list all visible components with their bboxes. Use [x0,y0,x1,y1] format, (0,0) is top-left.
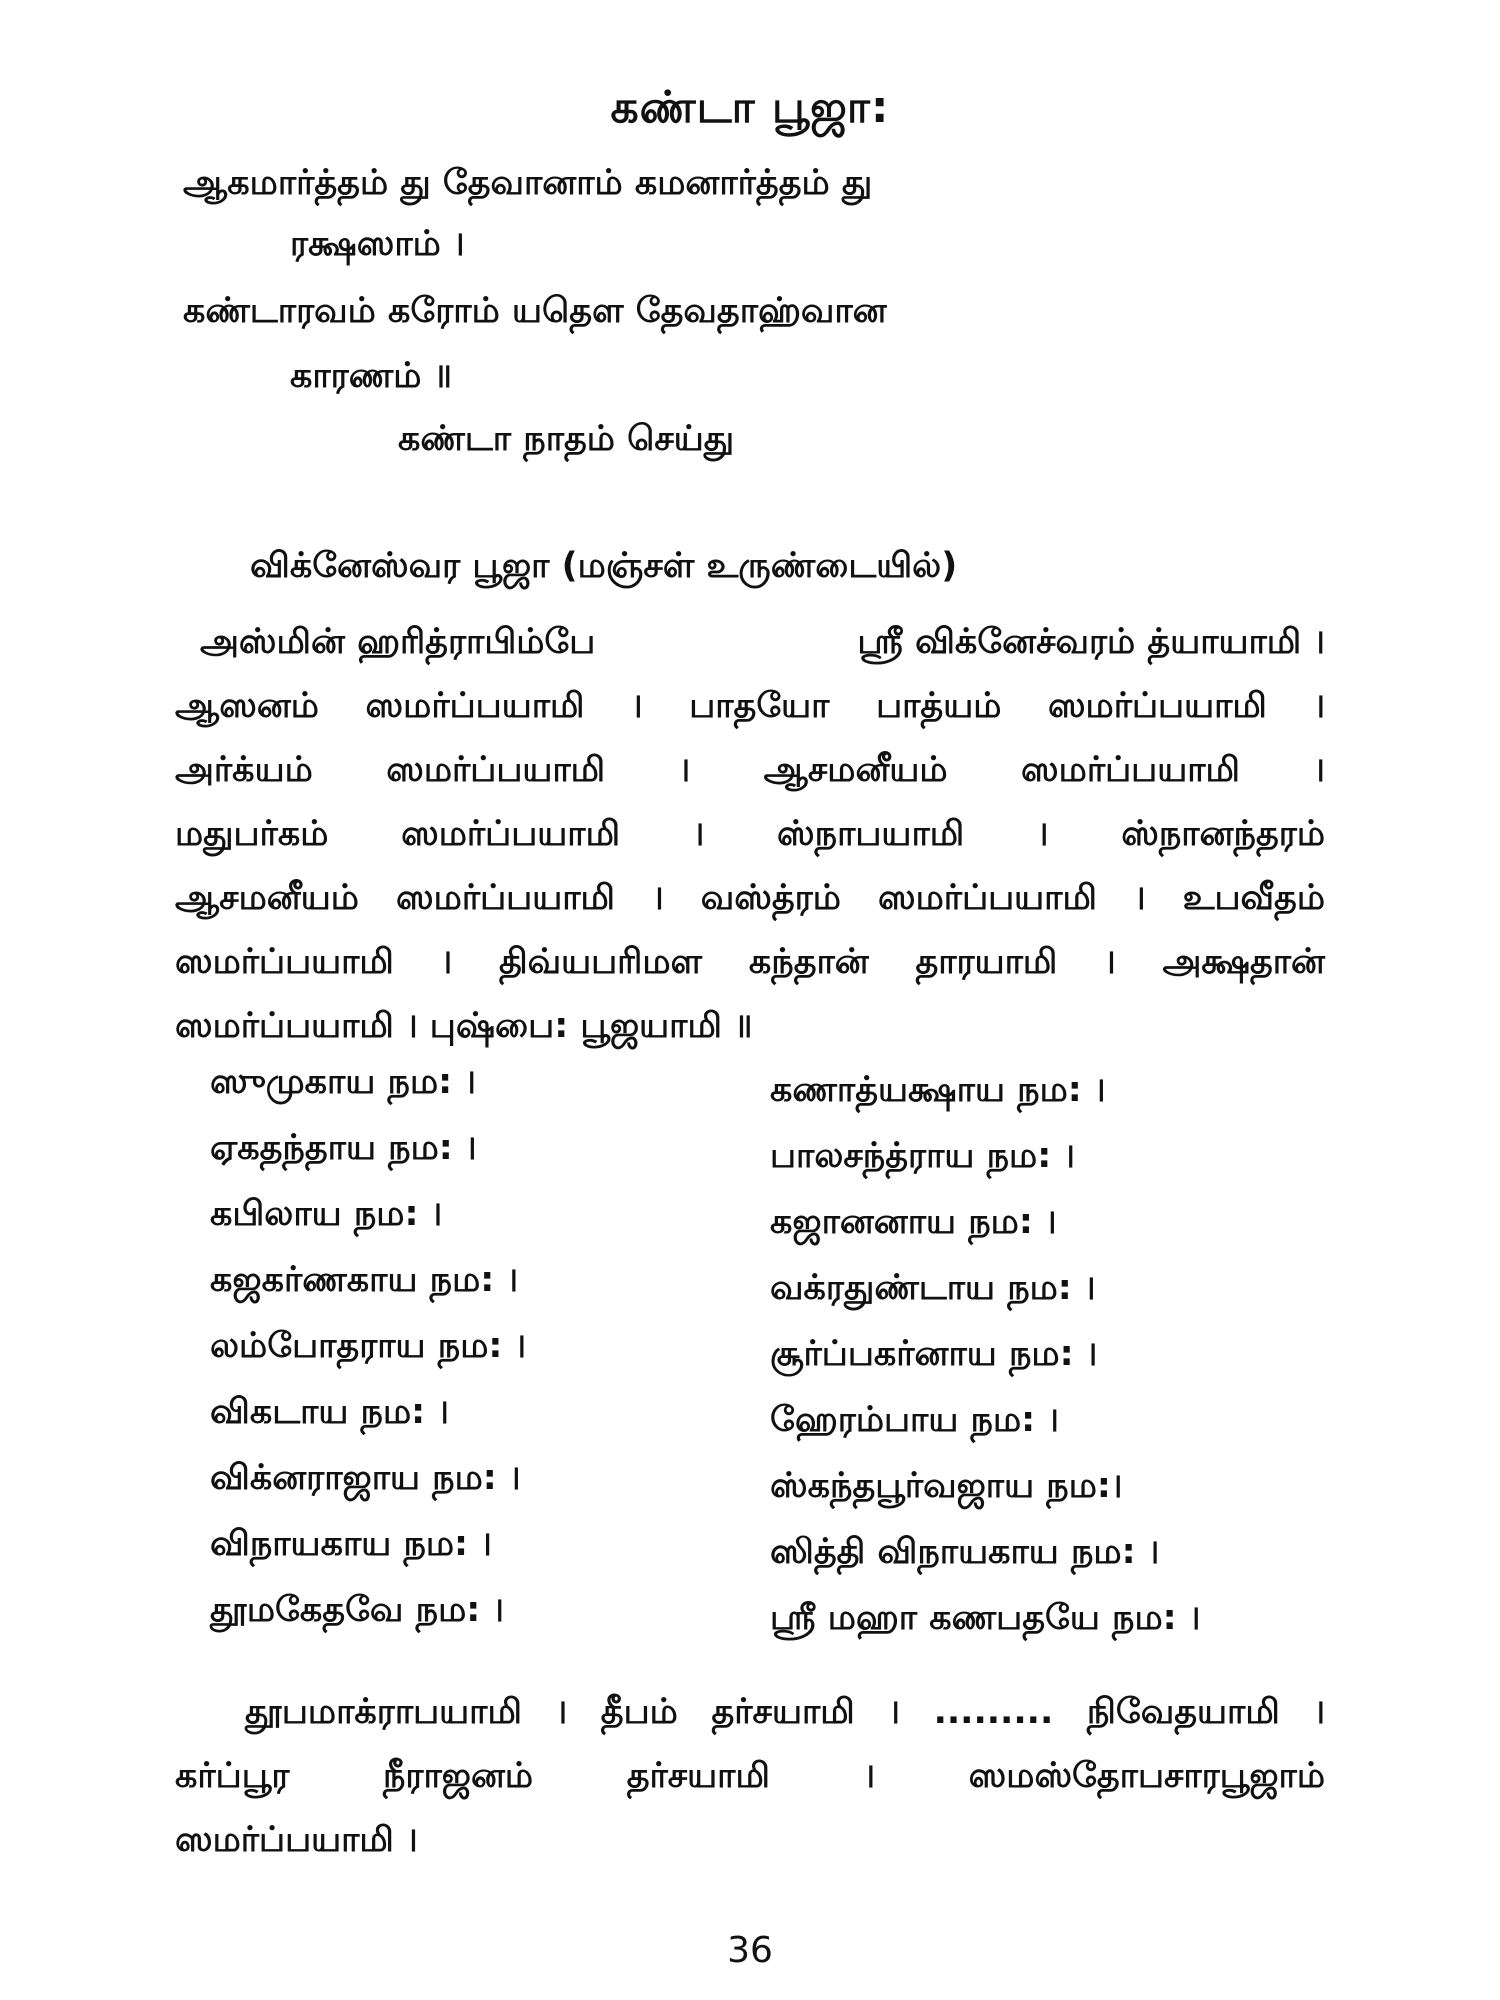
invocation-text: ஸமர்ப்பயாமி । திவ்யபரிமள கந்தான் தாரயாமி । அக்ஷதான் [175,942,1325,982]
name-item: விக்னராஜாய நம: । [210,1458,521,1498]
invocation-text: ஆஸனம் ஸமர்ப்பயாமி । பாதயோ பாத்யம் ஸமர்ப்பயாமி । [175,686,1325,726]
name-item: கபிலாய நம: । [210,1194,443,1234]
name-item: ஸ்ரீ மஹா கணபதயே நம: । [770,1598,1201,1638]
page-number: 36 [727,1930,773,1971]
invocation-line-2 [175,674,1325,738]
intro-line-3: கண்டாரவம் கரோம் யதௌ தேவதாஹ்வான [183,291,887,331]
name-item: லம்போதராய நம: । [210,1326,527,1366]
intro-line-5: கண்டா நாதம் செய்து [398,419,735,459]
closing-text: தூபமாக்ராபயாமி । தீபம் தர்சயாமி । ......... நிவேதயாமி । [245,1692,1325,1732]
section-heading: விக்னேஸ்வர பூஜா (மஞ்சள் உருண்டையில்) [250,546,958,586]
name-item: கணாத்யக்ஷாய நம: । [770,1070,1106,1110]
intro-line-2: ரக்ஷஸாம் । [290,224,465,264]
name-item: வக்ரதுண்டாய நம: । [770,1268,1096,1308]
name-item: ஸுமுகாய நம: । [210,1062,476,1102]
name-item: பாலசந்த்ராய நம: । [770,1136,1075,1176]
invocation-line-5 [175,866,1325,930]
closing-line-1 [175,1680,1325,1744]
name-item: சூர்ப்பகர்னாய நம: । [770,1334,1098,1374]
invocation-line-7 [175,994,1325,1058]
name-item: ஸ்கந்தபூர்வஜாய நம:। [770,1466,1123,1506]
name-item: கஜானனாய நம: । [770,1202,1057,1242]
invocation-text: அர்க்யம் ஸமர்ப்பயாமி । ஆசமனீயம் ஸமர்ப்பயாமி । [175,750,1325,790]
name-item: கஜகர்ணகாய நம: । [210,1260,519,1300]
invocation-text: ஆசமனீயம் ஸமர்ப்பயாமி । வஸ்த்ரம் ஸமர்ப்பயாமி । உபவீதம் [175,878,1325,918]
invocation-text: அஸ்மின் ஹரித்ராபிம்பே [200,622,596,662]
name-item: ஏகதந்தாய நம: । [210,1128,477,1168]
invocation-line-6 [175,930,1325,994]
closing-line-3 [175,1808,1325,1872]
closing-text: கர்ப்பூர நீராஜனம் தர்சயாமி । ஸமஸ்தோபசாரபூஜாம் [175,1756,1325,1796]
name-item: தூமகேதவே நம: । [210,1590,504,1630]
invocation-text: மதுபர்கம் ஸமர்ப்பயாமி । ஸ்நாபயாமி । ஸ்நானந்தரம் [175,814,1325,854]
name-item: விகடாய நம: । [210,1392,449,1432]
intro-line-1: ஆகமார்த்தம் து தேவானாம் கமனார்த்தம் து [183,163,873,203]
name-item: விநாயகாய நம: । [210,1524,492,1564]
intro-line-4: காரணம் ॥ [290,356,452,396]
invocation-line-3 [175,738,1325,802]
closing-line-2 [175,1744,1325,1808]
page-title: கண்டா பூஜா: [610,82,890,133]
invocation-block [175,610,1325,1058]
invocation-line-4 [175,802,1325,866]
name-item: ஸித்தி விநாயகாய நம: । [770,1532,1160,1572]
invocation-text: ஸமர்ப்பயாமி । புஷ்பை: பூஜயாமி ॥ [175,1006,753,1046]
closing-text: ஸமர்ப்பயாமி । [175,1820,418,1860]
invocation-line-1 [175,610,1325,674]
name-item: ஹேரம்பாய நம: । [770,1400,1059,1440]
closing-block [175,1680,1325,1872]
invocation-text: ஸ்ரீ விக்னேச்வரம் த்யாயாமி । [857,622,1325,662]
